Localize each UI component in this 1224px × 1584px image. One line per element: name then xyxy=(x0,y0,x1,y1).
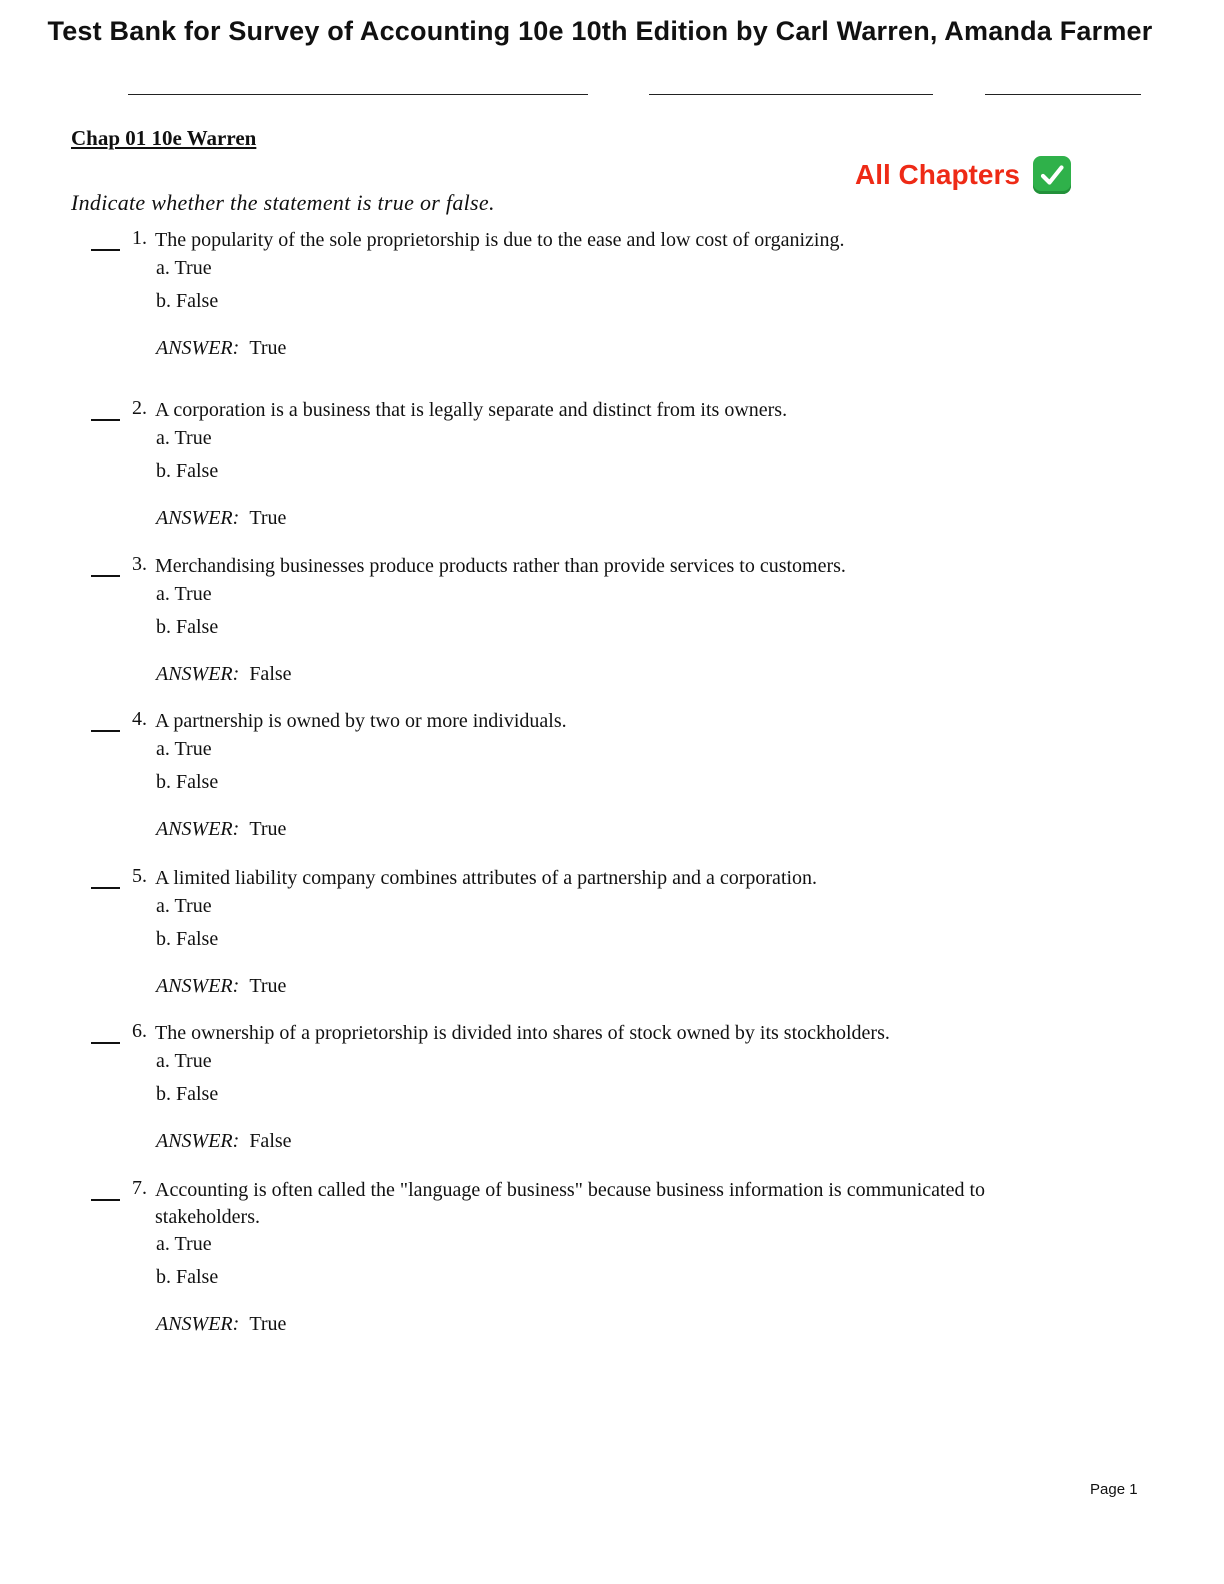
answer-blank xyxy=(91,249,120,251)
answer-label: ANSWER: xyxy=(156,975,240,997)
answer-line xyxy=(156,663,292,686)
answer-value: True xyxy=(249,975,287,997)
answer-blank xyxy=(91,419,120,421)
answer-line xyxy=(156,975,286,998)
all-chapters-link[interactable]: All Chapters xyxy=(855,159,1020,190)
answer-value: True xyxy=(249,337,287,359)
date-line xyxy=(985,94,1141,95)
choice-false: b. False xyxy=(156,1083,219,1105)
choice-false: b. False xyxy=(156,928,219,950)
choice-true: a. True xyxy=(156,1050,212,1072)
choice-false: b. False xyxy=(156,771,219,793)
answer-line xyxy=(156,818,286,841)
answer-blank xyxy=(91,887,120,889)
question-text: The popularity of the sole proprietorship is due to the ease and low cost of organizing. xyxy=(155,229,845,251)
answer-value: True xyxy=(249,1313,287,1335)
answer-label: ANSWER: xyxy=(156,1313,240,1335)
choice-true: a. True xyxy=(156,583,212,605)
answer-line xyxy=(156,1313,286,1336)
answer-label: ANSWER: xyxy=(156,1130,240,1152)
question-text: Accounting is often called the "language of business" because business information is communicated to stakeholders. xyxy=(155,1179,986,1228)
answer-label: ANSWER: xyxy=(156,663,240,685)
question-text: A limited liability company combines attributes of a partnership and a corporation. xyxy=(155,867,818,889)
question-number: 3. xyxy=(132,553,147,575)
question-number: 4. xyxy=(132,708,147,730)
answer-blank xyxy=(91,575,120,577)
choice-true: a. True xyxy=(156,738,212,760)
question-number: 7. xyxy=(132,1177,147,1199)
choice-false: b. False xyxy=(156,616,219,638)
answer-value: True xyxy=(249,818,287,840)
choice-false: b. False xyxy=(156,1266,219,1288)
question-text: The ownership of a proprietorship is divided into shares of stock owned by its stockholders. xyxy=(155,1022,890,1044)
answer-value: False xyxy=(249,663,292,685)
answer-blank xyxy=(91,1042,120,1044)
answer-label: ANSWER: xyxy=(156,818,240,840)
answer-line xyxy=(156,337,286,360)
choice-false: b. False xyxy=(156,290,219,312)
page-number: Page 1 xyxy=(1090,1481,1138,1498)
answer-blank xyxy=(91,730,120,732)
choice-false: b. False xyxy=(156,460,219,482)
answer-line xyxy=(156,1130,292,1153)
question-text: Merchandising businesses produce products rather than provide services to customers. xyxy=(155,555,846,577)
answer-label: ANSWER: xyxy=(156,507,240,529)
question-text: A partnership is owned by two or more individuals. xyxy=(155,710,567,732)
question-number: 6. xyxy=(132,1020,147,1042)
choice-true: a. True xyxy=(156,895,212,917)
answer-blank xyxy=(91,1199,120,1201)
answer-value: True xyxy=(249,507,287,529)
name-line xyxy=(128,94,588,95)
choice-true: a. True xyxy=(156,1233,212,1255)
question-number: 5. xyxy=(132,865,147,887)
question-text: A corporation is a business that is legally separate and distinct from its owners. xyxy=(155,399,788,421)
choice-true: a. True xyxy=(156,427,212,449)
choice-true: a. True xyxy=(156,257,212,279)
check-mark-button-icon xyxy=(1033,156,1071,194)
document-title: Test Bank for Survey of Accounting 10e 10th Edition by Carl Warren, Amanda Farmer xyxy=(47,16,1153,46)
answer-value: False xyxy=(249,1130,292,1152)
instructions: Indicate whether the statement is true or false. xyxy=(71,190,495,215)
answer-line xyxy=(156,507,286,530)
question-number: 1. xyxy=(132,227,147,249)
chapter-heading: Chap 01 10e Warren xyxy=(71,126,257,150)
answer-label: ANSWER: xyxy=(156,337,240,359)
class-line xyxy=(649,94,933,95)
question-number: 2. xyxy=(132,397,147,419)
